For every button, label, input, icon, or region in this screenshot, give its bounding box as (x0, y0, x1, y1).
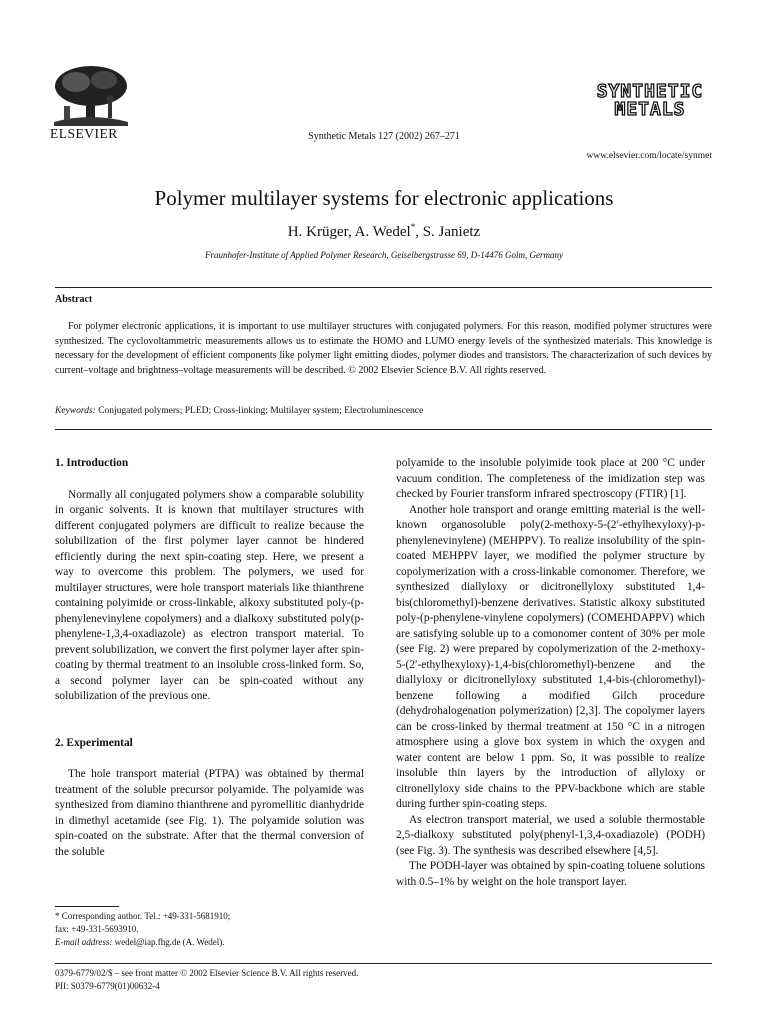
footnote-tel: * Corresponding author. Tel.: +49-331-5681910; (55, 911, 231, 921)
footnotes (55, 910, 364, 949)
section-heading-experimental: 2. Experimental (55, 736, 133, 749)
abstract-text: For polymer electronic applications, it is important to use multilayer structures with conjugated polymers. For this reason, modified polymer structures were synthesized. The cyclovoltammetric measurements allows us to estimate the HOMO and LUMO energy levels of the synthesized materials. This knowledge is necessary for the development of efficient components like polymer light emitting diodes, polymer diodes and transistors. The characterization of such devices by current–voltage and brightness–voltage measurements will be described. © 2002 Elsevier Science B.V. All rights reserved. (55, 321, 712, 376)
right-paragraph-1: polyamide to the insoluble polyimide took place at 200 °C under vacuum condition. The completeness of the imidization step was checked by Fourier transform infrared spectroscopy (FTIR) [1]. (396, 457, 705, 500)
footnote-email (55, 936, 364, 949)
section-heading-introduction: 1. Introduction (55, 457, 129, 469)
publisher-name: ELSEVIER (50, 126, 118, 141)
authors-part2: , S. Janietz (415, 224, 481, 240)
journal-logo (596, 83, 704, 123)
journal-url[interactable]: www.elsevier.com/locate/synmet (586, 151, 712, 161)
right-paragraph-4: The PODH-layer was obtained by spin-coating toluene solutions with 0.5–1% by weight on the hole transport layer. (396, 860, 705, 888)
email-label: E-mail address: (55, 937, 113, 947)
abstract-heading: Abstract (55, 294, 93, 305)
affiliation: Fraunhofer-Institute of Applied Polymer Research, Geiselbergstrasse 69, D-14476 Golm, Germany (205, 250, 563, 260)
keywords-list: Conjugated polymers; PLED; Cross-linking; Multilayer system; Electroluminescence (98, 406, 424, 416)
author-list (0, 222, 768, 241)
keywords-line (55, 406, 423, 416)
right-paragraph-2: Another hole transport and orange emitting material is the well-known organosoluble poly(2-methoxy-5-(2′-ethylhexyloxy)-p-phenylenevinylene) (MEHPPV). To realize insolubility of the spin-coated MEHPPV layer, we modified the polymer structure by copolymerization with a cross-linkable comonomer. Therefore, we synthesized diallyloxy or dicitronellyloxy substituted 1,4-bis(chloromethyl)-benzene derivatives. Statistic alkoxy substituted poly-(p-phenylene-vinylene copolymers) (COMEHDAPPV) which are satisfying soluble up to a comonomer content of 30% per mole (see Fig. 2) were prepared by copolymerization of the 2-methoxy-5-(2′-ethylhexyloxy)-1,4-bis(chloromethyl)-benzene and the diallyloxy or dicitronellyloxy substituted 1,4-bis-(chloromethyl)-benzene following a modified Gilch procedure (dehydrohalogenation polymerization) [2,3]. The copolymer layers can be cross-linked by thermal treatment at 150 °C in a nitrogen atmosphere using a glove box system in which the oxygen and water content are below 1 ppm. So, it was possible to realize insoluble thin layers by the introduction of allyloxy or citronellyloxy side chains to the PPV-backbone which are stable during further spin-coating steps. (396, 503, 705, 810)
email-value[interactable]: wedel@iap.fhg.de (A. Wedel). (112, 937, 225, 947)
journal-citation: Synthetic Metals 127 (2002) 267–271 (308, 131, 460, 142)
journal-logo-line2: METALS (614, 99, 686, 120)
keywords-label: Keywords: (55, 406, 96, 416)
authors-part1: H. Krüger, A. Wedel (287, 224, 411, 240)
elsevier-tree-logo (46, 64, 136, 126)
abstract-bottom-rule (55, 429, 712, 430)
front-matter-line: 0379-6779/02/$ – see front matter © 2002 Elsevier Science B.V. All rights reserved. (55, 968, 359, 978)
footnote-fax: fax: +49-331-5693910. (55, 924, 139, 934)
left-column (55, 456, 364, 860)
copyright-block (55, 967, 358, 993)
introduction-paragraph: Normally all conjugated polymers show a comparable solubility in organic solvents. It is known that multilayer structures with different conjugated polymers are difficult to realize because the solubilization of the first polymer layer cannot be hindered efficiently during the next spin-coating step. Here, we present a way to overcome this problem. The polymers, we used for multilayer structures, were hole transport materials like thianthrene containing polyimide or cross-linkable, alkoxy substituted poly-(p-phenylenevinylene copolymers) and a dialkoxy substituted poly(p-phenylene-1,3,4-oxadiazole) as electron transport material. To prevent solubilization, we convert the first polymer layer after spin-coating by thermal treatment to an insoluble cross-linked form. So, a second polymer layer can be spin-coated without any solubilization of the previous one. (55, 488, 364, 702)
footnote-rule (55, 906, 119, 907)
article-title: Polymer multilayer systems for electronic applications (154, 186, 614, 210)
corresponding-author-mark: * (410, 222, 416, 232)
right-paragraph-3: As electron transport material, we used a soluble thermostable 2,5-dialkoxy substituted poly(phenyl-1,3,4-oxadiazole) (PODH) (see Fig. 3). The synthesis was described elsewhere [4,5]. (396, 813, 705, 857)
pii-line: PII: S0379-6779(01)00632-4 (55, 981, 160, 991)
abstract-top-rule (55, 287, 712, 288)
journal-logo-line1: SYNTHETIC (596, 81, 704, 102)
experimental-paragraph: The hole transport material (PTPA) was obtained by thermal treatment of the soluble precursor polyamide. The polyamide was synthesized from diamino thianthrene and pyromellitic dianhydride in dimethyl acetamide (see Fig. 1). The polyamide solution was spin-coated on the substrate. After that the thermal conversion of the soluble (55, 768, 364, 858)
bottom-rule (55, 963, 712, 964)
right-column (396, 456, 705, 890)
